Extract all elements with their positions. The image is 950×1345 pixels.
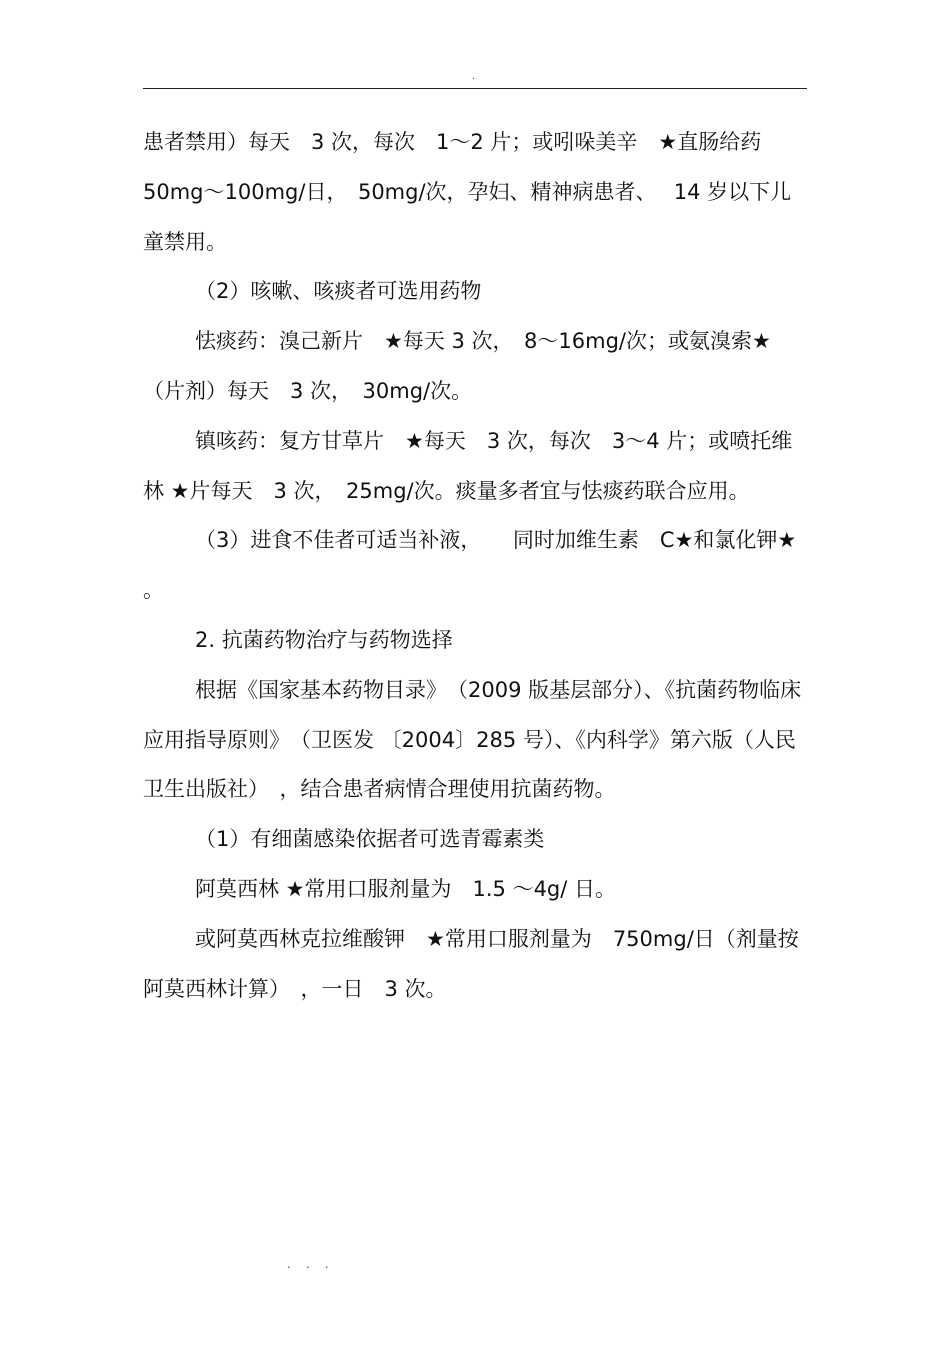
paragraph-7: 根据《国家基本药物目录》 （2009 版基层部分）、《抗菌药物临床应用指导原则》 （卫医发 〔2004〕285 号）、《内科学》第六版（人民卫生出版社） ，结合患者病情合理使用抗菌药物。 [143,677,802,802]
paragraph-9: 阿莫西林 ★常用口服剂量为 1.5 ～4g/ 日。 [195,876,617,901]
paragraph-6: 2. 抗菌药物治疗与药物选择 [195,627,453,652]
header-rule [143,88,807,89]
paragraph-3: 怯痰药：溴己新片 ★每天 3 次， 8～16mg/次；或氨溴索★（片剂）每天 3 次， 30mg/次。 [143,329,771,403]
paragraph-5: （3）进食不佳者可适当补液， 同时加维生素 C★和氯化钾★ 。 [143,528,803,603]
header-mark: . [472,71,476,82]
paragraph-8: （1）有细菌感染依据者可选青霉素类 [195,827,545,852]
paragraph-2: （2）咳嗽、咳痰者可选用药物 [195,279,482,304]
paragraph-4: 镇咳药：复方甘草片 ★每天 3 次，每次 3～4 片；或喷托维林 ★片每天 3 次， 25mg/次。痰量多者宜与怯痰药联合应用。 [143,428,793,503]
paragraph-10: 或阿莫西林克拉维酸钾 ★常用口服剂量为 750mg/日（剂量按阿莫西林计算） ，一日 3 次。 [143,926,799,1001]
footer-mark: . . . [287,1258,335,1271]
paragraph-1: 患者禁用）每天 3 次，每次 1～2 片；或吲哚美辛 ★直肠给药 50mg～100mg/日， 50mg/次，孕妇、精神病患者、 14 岁以下儿童禁用。 [143,130,792,254]
document-body [143,118,807,1014]
